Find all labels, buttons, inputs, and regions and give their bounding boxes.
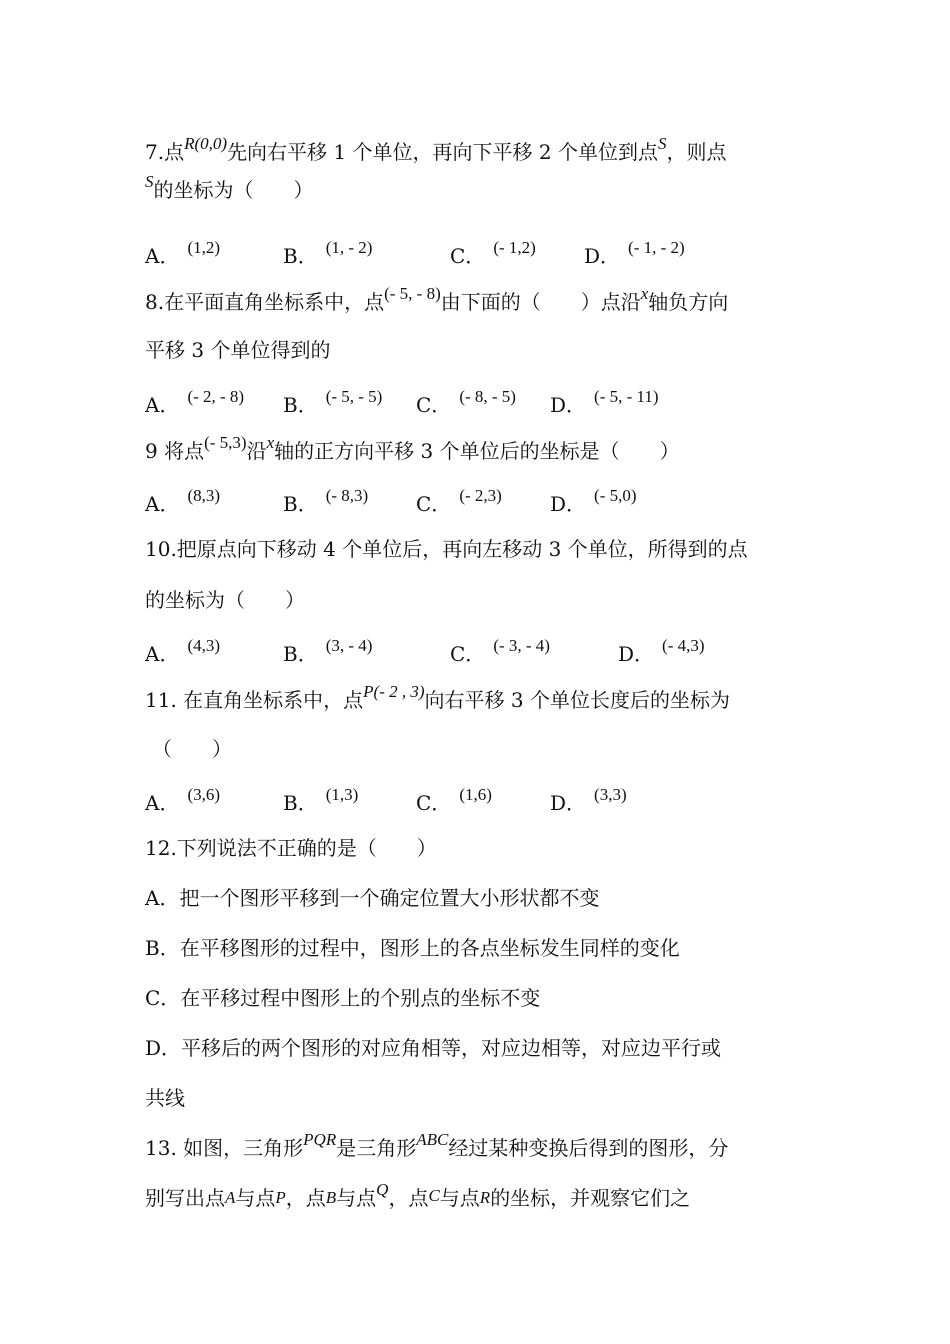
q10-line2: 的坐标为（ ） [145, 588, 305, 612]
q11-option-d: D． $^{(3,3)}$ [550, 785, 627, 815]
q12-option-d: D．平移后的两个图形的对应角相等，对应边相等，对应边平行或 [145, 1036, 722, 1060]
q13-line2: 别写出点A与点P，点B与点$^Q$，点$^C$与点R的坐标，并观察它们之 [145, 1180, 691, 1210]
q8-line1: 8.在平面直角坐标系中，点$^{(- 5, - 8)}$由下面的（ ）点沿$^x$轴负方向 [145, 284, 729, 314]
q8-line2: 平移 3 个单位得到的 [145, 338, 331, 362]
q13-line1: 13. 如图，三角形$^{PQR}$是三角形$^{ABC}$经过某种变换后得到的图形，分 [145, 1130, 729, 1160]
q7-line1: 7.点$^{R(0,0)}$先向右平移 1 个单位，再向下平移 2 个单位到点$^S$，则点 [145, 134, 727, 164]
q12-option-d-cont: 共线 [145, 1086, 185, 1110]
q10-line1: 10.把原点向下移动 4 个单位后，再向左移动 3 个单位，所得到的点 [145, 537, 748, 561]
q11-line2: （ ） [152, 737, 232, 761]
q12-option-a: A．把一个图形平移到一个确定位置大小形状都不变 [145, 886, 600, 910]
q7-option-a: A． $^{(1,2)}$ [145, 238, 221, 268]
q9-option-a: A． $^{(8,3)}$ [145, 486, 221, 516]
q12-line1: 12.下列说法不正确的是（ ） [145, 836, 437, 860]
q11-option-b: B． $^{(1,3)}$ [283, 785, 359, 815]
q10-option-b: B． $^{(3, - 4)}$ [283, 636, 373, 666]
q7-option-d: D． $^{(- 1, - 2)}$ [584, 238, 685, 268]
q7-line2: $^S$的坐标为（ ） [145, 172, 314, 202]
q11-line1: 11. 在直角坐标系中，点$^{P(- 2 , 3)}$向右平移 3 个单位长度后的坐标为 [145, 682, 730, 712]
q9-option-c: C． $^{(- 2,3)}$ [416, 486, 502, 516]
q9-option-b: B． $^{(- 8,3)}$ [283, 486, 369, 516]
q12-option-c: C．在平移过程中图形上的个别点的坐标不变 [145, 986, 541, 1010]
q8-option-c: C． $^{(- 8, - 5)}$ [416, 387, 516, 417]
q11-option-c: C． $^{(1,6)}$ [416, 785, 492, 815]
q10-option-c: C． $^{(- 3, - 4)}$ [450, 636, 550, 666]
q7-option-c: C． $^{(- 1,2)}$ [450, 238, 536, 268]
q12-option-b: B．在平移图形的过程中，图形上的各点坐标发生同样的变化 [145, 936, 680, 960]
q9-line1: 9 将点$^{(- 5,3)}$沿$^x$轴的正方向平移 3 个单位后的坐标是（ ） [145, 433, 680, 463]
q7-option-b: B． $^{(1, - 2)}$ [283, 238, 373, 268]
q10-option-d: D． $^{(- 4,3)}$ [618, 636, 705, 666]
q8-option-d: D． $^{(- 5, - 11)}$ [550, 387, 659, 417]
q8-option-a: A． $^{(- 2, - 8)}$ [145, 387, 245, 417]
q11-option-a: A． $^{(3,6)}$ [145, 785, 221, 815]
q9-option-d: D． $^{(- 5,0)}$ [550, 486, 637, 516]
math-r: R(0,0) [184, 134, 228, 153]
q10-option-a: A． $^{(4,3)}$ [145, 636, 221, 666]
q8-option-b: B． $^{(- 5, - 5)}$ [283, 387, 383, 417]
